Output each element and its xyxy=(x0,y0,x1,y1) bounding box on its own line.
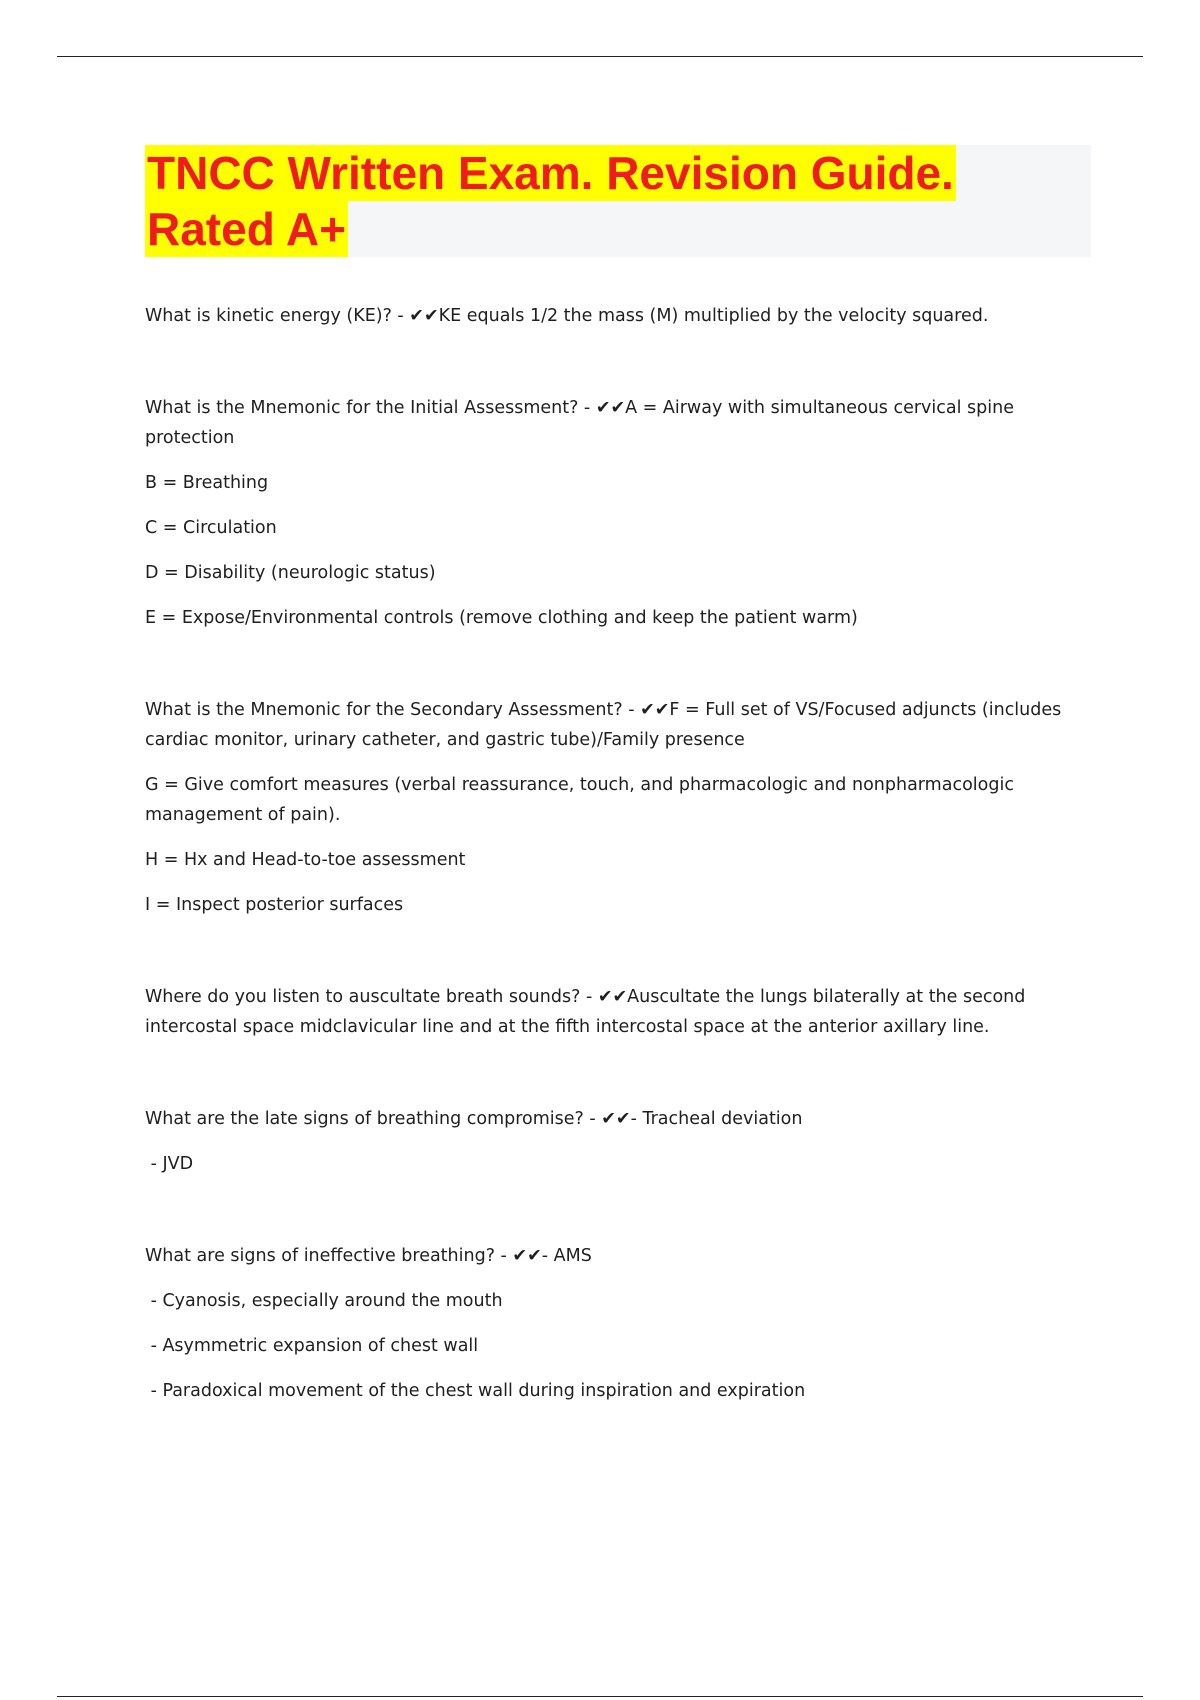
top-rule xyxy=(57,56,1143,57)
qa-item-initial-assessment xyxy=(145,393,1095,633)
qa-line: Where do you listen to auscultate breath sounds? - ✔✔Auscultate the lungs bilaterally at the second intercostal space midclavicular line and at the fifth intercostal space at the anterior axillary line. xyxy=(145,987,1026,1037)
qa-line: - Cyanosis, especially around the mouth xyxy=(145,1291,503,1311)
qa-line: What is kinetic energy (KE)? - ✔✔KE equals 1/2 the mass (M) multiplied by the velocity squared. xyxy=(145,306,989,326)
qa-line: D = Disability (neurologic status) xyxy=(145,563,436,583)
qa-line: B = Breathing xyxy=(145,473,269,493)
qa-line: G = Give comfort measures (verbal reassurance, touch, and pharmacologic and nonpharmacologic management of pain). xyxy=(145,775,1014,825)
qa-line: What is the Mnemonic for the Secondary Assessment? - ✔✔F = Full set of VS/Focused adjuncts (includes cardiac monitor, urinary catheter, and gastric tube)/Family presence xyxy=(145,700,1062,750)
qa-line: I = Inspect posterior surfaces xyxy=(145,895,404,915)
document-body xyxy=(145,301,1095,1406)
document-title-line-2: Rated A+ xyxy=(147,203,346,255)
qa-line: - Asymmetric expansion of chest wall xyxy=(145,1336,479,1356)
qa-item-late-signs xyxy=(145,1104,1095,1179)
qa-line: - JVD xyxy=(145,1154,194,1174)
qa-item-ineffective-breathing xyxy=(145,1241,1095,1406)
bottom-rule xyxy=(57,1696,1143,1697)
qa-line: E = Expose/Environmental controls (remove clothing and keep the patient warm) xyxy=(145,608,858,628)
qa-line: What are signs of ineffective breathing? - ✔✔- AMS xyxy=(145,1246,592,1266)
qa-line: What are the late signs of breathing compromise? - ✔✔- Tracheal deviation xyxy=(145,1109,803,1129)
qa-line: - Paradoxical movement of the chest wall during inspiration and expiration xyxy=(145,1381,806,1401)
document-title-line-1: TNCC Written Exam. Revision Guide. xyxy=(147,147,954,199)
qa-line: What is the Mnemonic for the Initial Assessment? - ✔✔A = Airway with simultaneous cervical spine protection xyxy=(145,398,1014,448)
qa-item-breath-sounds xyxy=(145,982,1095,1042)
qa-item-kinetic-energy xyxy=(145,301,1095,331)
qa-line: H = Hx and Head-to-toe assessment xyxy=(145,850,466,870)
qa-line: C = Circulation xyxy=(145,518,277,538)
qa-item-secondary-assessment xyxy=(145,695,1095,920)
